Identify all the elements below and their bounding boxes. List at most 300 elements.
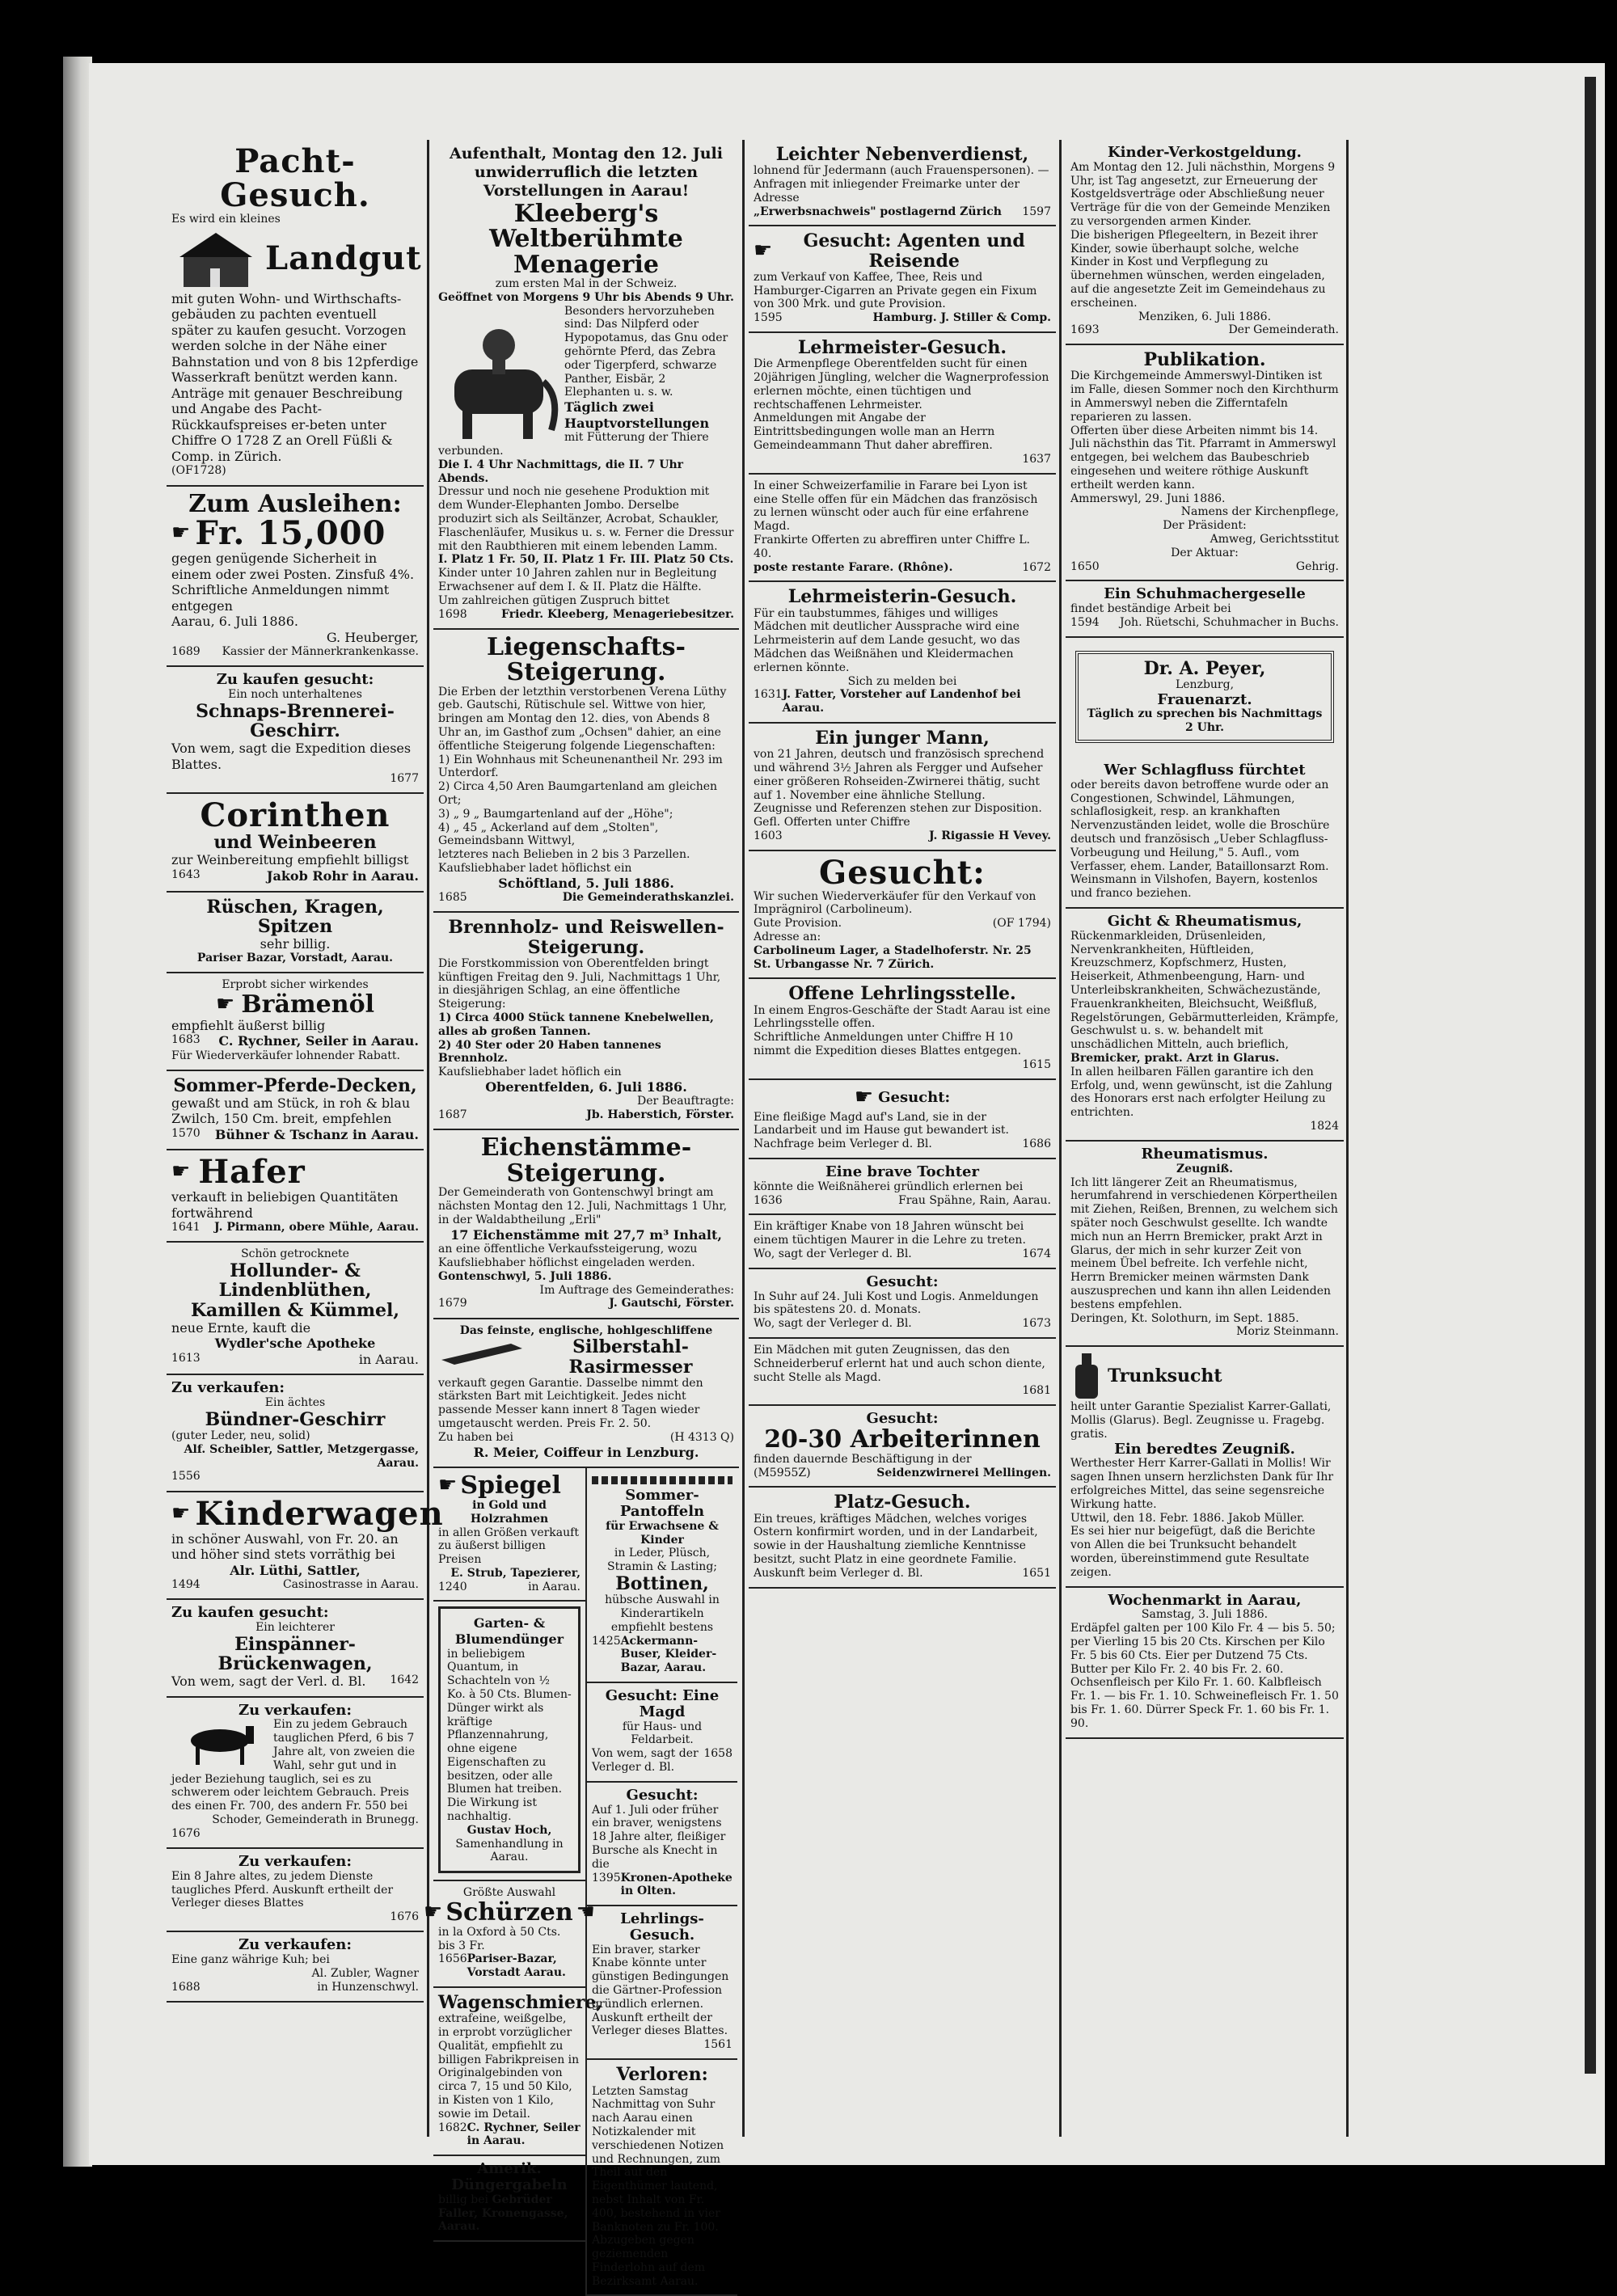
- ad-signature: Alr. Lüthi, Sattler,: [230, 1562, 361, 1578]
- ad-lehrlingsstelle: [749, 979, 1056, 1079]
- bottle-illustration-icon: [1070, 1352, 1103, 1400]
- ad-signature: Jakob Rohr in Aarau.: [266, 868, 419, 884]
- ad-number: 1698: [438, 607, 467, 621]
- ad-signature: Seidenzwirnerei Mellingen.: [876, 1466, 1051, 1479]
- ad-gicht: [1066, 909, 1344, 1142]
- ad-body-2: Kaufsliebhaber ladet höflich ein: [438, 1066, 622, 1079]
- ad-location: in Aarau.: [358, 1351, 419, 1367]
- ad-headline: Schnaps-Brennerei-Geschirr.: [196, 700, 395, 741]
- ad-schuhmacher: [1066, 581, 1344, 637]
- list-item: 3) „ 9 „ Baumgartenland auf der „Höhe";: [438, 807, 673, 821]
- ad-signature: J. Gautschi, Förster.: [609, 1297, 734, 1310]
- ad-place: Menziken, 6. Juli 1886.: [1138, 310, 1272, 323]
- ad-signature: Wydler'sche Apotheke: [214, 1336, 376, 1352]
- ad-body: heilt unter Garantie Spezialist Karrer-Gallati, Mollis (Glarus). Begl. Zeugnisse u. Fragebg. gratis.: [1070, 1400, 1332, 1441]
- ad-number: 1494: [171, 1578, 201, 1592]
- ad-location: in Hunzenschwyl.: [317, 1980, 419, 1994]
- ad-headline: Gicht & Rheumatismus,: [1107, 913, 1302, 931]
- ad-signature: Pariser-Bazar, Vorstadt Aarau.: [467, 1952, 566, 1980]
- ad-availability: Zu haben bei: [438, 1430, 513, 1444]
- ad-headline: Liegenschafts-Steigerung.: [487, 632, 686, 687]
- ad-body: billig bei: [438, 2193, 489, 2206]
- ad-location: in Aarau.: [528, 1580, 581, 1593]
- ad-signature: Joh. Rüetschi, Schuhmacher in Buchs.: [1120, 615, 1339, 629]
- ad-headline: Wochenmarkt in Aarau,: [1108, 1591, 1302, 1609]
- ad-number: 1556: [171, 1470, 201, 1484]
- ad-title: Zu verkaufen:: [238, 1701, 353, 1719]
- ad-title: Zu verkaufen:: [238, 1936, 353, 1954]
- ad-body: gewaßt und am Stück, in roh & blau Zwilch, 150 Cm. breit, empfehlen: [171, 1095, 411, 1127]
- ad-signature: Gehrig.: [1295, 559, 1339, 573]
- ad-number: 1674: [1022, 1247, 1051, 1261]
- column-rule: [1059, 140, 1062, 2137]
- ad-body: für Haus- und Feldarbeit.: [622, 1720, 703, 1747]
- ad-body: Ich litt längerer Zeit an Rheumatismus, herumfahrend in verschiedenen Körpertheilen mit Ziehen, Reißen, Brennen, zu welchem sich später noch Geschwulst gesellte. Ich wandte mich nun an Herrn Bremicker, prakt Arzt in Glarus, der mich in sehr kurzer Zeit von meinem Übel befreite. Ich verfehle nicht, Herrn Bremicker meinen wärmsten Dank auszusprechen und kann ihn allen Leidenden bestens empfehlen.: [1070, 1175, 1338, 1311]
- ad-body-2: Frankirte Offerten zu abreffiren unter Chiffre L. 40.: [754, 533, 1030, 560]
- ad-body: verkauft in beliebigen Quantitäten fortwährend: [171, 1189, 399, 1221]
- ad-duenger: [433, 1602, 585, 1881]
- ad-body: Erdäpfel galten per 100 Kilo Fr. 4 — bis 5. 50; per Vierling 15 bis 20 Cts. Kirschen per Kilo Fr. 5 bis 60 Cts. Eier per Dutzend 75 Cts. Butter per Kilo Fr. 2. 40 bis Fr. 2. 60. Ochsenfleisch per Kilo Fr. 1. 60. Kalbfleisch Fr. 1. — bis Fr. 1. 10. Schweinefleisch Fr. 1. 50 bis Fr. 1. 60. Dürrer Speck Fr. 1. 60 bis Fr. 1. 90.: [1070, 1622, 1339, 1730]
- ad-signature: Schoder, Gemeinderath in Brunegg.: [212, 1813, 419, 1827]
- ad-number: (H 4313 Q): [669, 1430, 734, 1444]
- list-item: 2) Circa 4,50 Aren Baumgartenland am gleichen Ort;: [438, 780, 718, 808]
- ad-signature: R. Meier, Coiffeur in Lenzburg.: [473, 1444, 699, 1460]
- ad-count: 17 Eichenstämme mit 27,7 m³ Inhalt,: [450, 1226, 722, 1243]
- ad-headline: Hafer: [198, 1153, 306, 1192]
- ad-menagerie: [433, 140, 739, 630]
- ad-body-2: Abzugeben gegen geziemenden Finderlohn auf dem Bezirksamt Aarau.: [592, 2234, 706, 2288]
- ad-body-2: Anmeldungen mit Angabe der Eintrittsbedingungen wolle man an Herrn Gemeindeammann Thut daher abreffiren.: [754, 412, 995, 452]
- ad-knabe: [749, 1215, 1056, 1268]
- ad-headline: Eine brave Tochter: [825, 1163, 979, 1181]
- ad-intro: Aufenthalt, Montag den 12. Juli unwiderruflich die letzten Vorstellungen in Aarau!: [450, 145, 723, 200]
- ad-signature: J. Pirmann, obere Mühle, Aarau.: [214, 1221, 419, 1235]
- ad-headline: Sommer-Pferde-Decken,: [173, 1074, 417, 1096]
- ad-signature: Ackermann-Buser, Kleider-Bazar, Aarau.: [620, 1634, 717, 1675]
- ad-signature-label: Im Auftrage des Gemeinderathes:: [539, 1283, 734, 1297]
- ad-headline: Schürzen: [445, 1898, 573, 1927]
- ad-title: Zu kaufen gesucht:: [216, 671, 374, 689]
- ad-number: 1682: [438, 2121, 467, 2134]
- ad-headline: Kinderwagen: [195, 1494, 444, 1533]
- ad-headline: Hollunder- & Lindenblüthen, Kamillen & Kümmel,: [190, 1260, 400, 1321]
- list-item: 1) Ein Wohnhaus mit Scheunenantheil Nr. 293 im Unterdorf.: [438, 753, 723, 780]
- ad-body-2: letzteres nach Belieben in 2 bis 3 Parzellen. Kaufsliebhaber ladet höflichst ein: [438, 848, 690, 876]
- ad-buendner: [167, 1375, 424, 1492]
- ad-place: Oberentfelden, 6. Juli 1886.: [485, 1078, 687, 1095]
- horse-illustration-icon: [171, 1718, 268, 1766]
- ad-number: 1631: [754, 688, 783, 702]
- ad-prices: I. Platz 1 Fr. 50, II. Platz 1 Fr. III. Platz 50 Cts.: [438, 553, 734, 567]
- ad-headline: Gesucht:: [866, 1410, 939, 1428]
- ad-signature-2: Amweg, Gerichtsstitut: [1210, 532, 1339, 546]
- ad-headline: Amerik. Düngergabeln: [451, 2160, 568, 2193]
- column-4: [1066, 140, 1344, 2137]
- ad-number: 1594: [1070, 615, 1100, 629]
- ad-headline: Sommer-Pantoffeln: [619, 1487, 705, 1520]
- ad-number: 1673: [1022, 1317, 1051, 1331]
- ornament-border: [592, 1476, 733, 1484]
- ad-headline: Corinthen: [200, 796, 391, 835]
- ad-subtitle: Es wird ein kleines: [171, 213, 281, 226]
- ad-bremenol: [167, 973, 424, 1070]
- ad-signature: Gebrüder Faller, Kronengasse, Aarau.: [438, 2193, 568, 2234]
- pointing-hand-icon: ☛: [424, 1900, 443, 1925]
- ad-number: 1603: [754, 829, 783, 842]
- binding-edge: [1585, 77, 1596, 2074]
- ad-body: Letzten Samstag Nachmittag von Suhr nach Aarau einen Notizkalender mit verschiedenen Notizen und Rechnungen, zum Theil auf den Eigenthümer lautend, nebst Inhalt von Fr. 400, bestehend in vier Banknoten zu Fr. 100.: [592, 2084, 724, 2234]
- ad-brennholz: [433, 913, 739, 1130]
- ad-familie: [749, 475, 1056, 583]
- ad-arbeiterinnen: [749, 1406, 1056, 1488]
- ad-body: in schöner Auswahl, von Fr. 20. an und höher sind stets vorräthig bei: [171, 1530, 399, 1563]
- ad-number: 1689: [171, 645, 201, 659]
- ad-signature: Gustav Hoch,: [467, 1823, 552, 1837]
- ad-body: Ein treues, kräftiges Mädchen, welches voriges Ostern konfirmirt worden, und in der Landarbeit, sowie in der Haushaltung ziemliche Kenntnisse besitzt, sucht Platz in eine geordnete Familie.: [754, 1512, 1038, 1566]
- ad-location: Samenhandlung in Aarau.: [455, 1837, 564, 1864]
- ad-number: 1656: [438, 1952, 467, 1966]
- newspaper-page: [89, 63, 1605, 2288]
- ad-body: (guter Leder, neu, solid): [171, 1429, 310, 1443]
- ad-headline: Brennholz- und Reiswellen-Steigerung.: [448, 917, 724, 958]
- book-spine: [63, 57, 92, 2167]
- ad-location: Lenzburg,: [1175, 677, 1235, 691]
- ad-body: könnte die Weißnäherei gründlich erlernen bei: [754, 1180, 1024, 1193]
- ad-kids: Kinder unter 10 Jahren zahlen nur in Begleitung Erwachsener auf dem I. & II. Platz die Hälfte.: [438, 567, 717, 593]
- ad-location: Casinostrasse in Aarau.: [282, 1578, 419, 1592]
- ad-number: 1561: [703, 2038, 733, 2052]
- ad-headline-2: Bottinen,: [615, 1572, 709, 1594]
- ad-body: Besonders hervorzuheben sind: Das Nilpferd oder Hypopotamus, das Gnu oder gehörnte Pferd, das Zebra oder Tigerpferd, schwarze Panther, Eisbär, 2 Elephanten u. s. w.: [564, 304, 728, 399]
- ad-verloren: [587, 2060, 737, 2296]
- column-rule: [427, 140, 429, 2137]
- column-rule: [742, 140, 745, 2137]
- ad-number: 1686: [1022, 1137, 1051, 1151]
- ad-body: neue Ernte, kauft die: [171, 1319, 311, 1336]
- ad-headline: Ein junger Mann,: [815, 727, 990, 749]
- ad-headline: Offene Lehrlingsstelle.: [788, 983, 1016, 1005]
- ad-signature: poste restante Farare. (Rhône).: [754, 560, 953, 574]
- ad-subtitle: Ein ächtes: [264, 1396, 326, 1410]
- ad-headline: Gesucht:: [866, 1273, 939, 1290]
- list-item: 1) Circa 4000 Stück tannene Knebelwellen, alles ab großen Tannen.: [438, 1011, 714, 1038]
- razor-illustration-icon: [438, 1337, 527, 1370]
- ad-headline: Wagenschmiere,: [438, 1991, 603, 2013]
- ad-signature: Jb. Haberstich, Förster.: [586, 1108, 734, 1122]
- ad-date: Samstag, 3. Juli 1886.: [1141, 1608, 1269, 1622]
- ad-headline: Rheumatismus.: [1141, 1146, 1269, 1163]
- ad-subtitle: Ein leichterer: [255, 1620, 335, 1634]
- ad-signature: Alf. Scheibler, Sattler, Metzgergasse, Aarau.: [184, 1442, 419, 1470]
- ad-peyer: [1066, 638, 1344, 758]
- column-1: [167, 140, 444, 2137]
- ad-hafer: [167, 1150, 424, 1243]
- column-3: [749, 140, 1056, 2137]
- ad-place: Ammerswyl, 29. Juni 1886.: [1070, 492, 1226, 505]
- ad-place: Uttwil, den 18. Febr. 1886. Jakob Müller.: [1070, 1511, 1305, 1525]
- ad-pferdedecken: [167, 1071, 424, 1151]
- ad-subtitle: Von wem, sagt der Verleger d. Bl.: [592, 1747, 699, 1774]
- ad-intro: Größte Auswahl: [462, 1886, 556, 1900]
- house-illustration-icon: [171, 226, 260, 291]
- ad-number: 1395: [592, 1871, 621, 1884]
- ad-body: findet beständige Arbeit bei: [1070, 602, 1231, 616]
- ad-headline: Eichenstämme-Steigerung.: [480, 1133, 692, 1188]
- ad-place: Schöftland, 5. Juli 1886.: [498, 875, 674, 891]
- ad-body-2: Anträge mit genauer Beschreibung und Angabe des Pacht- Rückkaufspreises er-beten unter Chiffre O 1728 Z an Orell Füßli & Comp. in Zürich.: [171, 385, 403, 464]
- ad-body-2: Wo, sagt der Verleger d. Bl.: [754, 1317, 912, 1331]
- ad-number: 1642: [390, 1673, 419, 1687]
- ad-title: Pacht-Gesuch.: [220, 142, 370, 214]
- ad-body-2: Dressur und noch nie gesehene Produktion mit dem Wunder-Elephanten Jombo. Derselbe produzirt sich als Seiltänzer, Acrobat, Schaukler, Flaschenläufer, Musikus u. s. w. Ferner die Dressur mit den Raubthieren mit einem lebenden Lamm.: [438, 485, 734, 553]
- ad-body: Rückenmarkleiden, Drüsenleiden, Nervenkrankheiten, Hüftleiden, Kreuzschmerz, Kopfschmerz, Husten, Heiserkeit, Athmenbeengung, Harn- und Unterleibskrankheiten, Schwächezustände, Frauenkrankheiten, Bleichsucht, Weißfluß, Regelstörungen, Gebärmutterleiden, Krämpfe, Geschwulst u. s. w. behandelt mit unschädlichen Mitteln, auch brieflich,: [1070, 929, 1339, 1052]
- ad-wiederverkaeufer: [749, 851, 1056, 980]
- ad-body: In einer Schweizerfamilie in Farare bei Lyon ist eine Stelle offen für ein Mädchen das französisch zu lernen wünscht oder auch für eine erfahrene Magd.: [754, 479, 1038, 534]
- ad-number: 1636: [754, 1193, 783, 1207]
- ad-body: Die Armenpflege Oberentfelden sucht für einen 20jährigen Jüngling, welcher die Wagnerprofession erlernen möchte, einen tüchtigen und rechtschaffenen Lehrmeister.: [754, 357, 1049, 412]
- ad-signature: Bremicker, prakt. Arzt in Glarus.: [1070, 1052, 1280, 1065]
- ad-hours: Täglich zu sprechen bis Nachmittags 2 Uhr.: [1087, 707, 1323, 735]
- ad-headline-2: 20-30 Arbeiterinnen: [764, 1425, 1041, 1454]
- ad-rasirmesser: [433, 1319, 739, 1469]
- ad-body: lohnend für Jedermann (auch Frauenspersonen). — Anfragen mit inliegender Freimarke unter der Adresse: [754, 164, 1049, 205]
- ad-headline: Garten- & Blumendünger: [454, 1615, 564, 1647]
- ad-signature: Pariser Bazar, Vorstadt, Aarau.: [196, 952, 394, 965]
- ad-amount: Fr. 15,000: [195, 514, 386, 553]
- ad-times: Die I. 4 Uhr Nachmittags, die II. 7 Uhr Abends.: [438, 458, 684, 485]
- ad-number: 1658: [703, 1747, 733, 1761]
- ad-subtitle: sehr billig.: [260, 935, 331, 952]
- column-2: [424, 140, 739, 2288]
- ad-signature: Der Gemeinderath.: [1228, 323, 1339, 337]
- ad-signature: Moriz Steinmann.: [1236, 1325, 1339, 1339]
- ad-headline: Rüschen, Kragen, Spitzen: [206, 896, 384, 937]
- ad-body-2: Die bisherigen Pflegeeltern, in Bezeit ihrer Kinder, sowie überhaupt solche, welche Kinder in Kost und Verpflegung zu übernehmen wünschen, werden eingeladen, auf die angesetzte Zeit im Gemeindehaus zu erscheinen.: [1070, 228, 1326, 310]
- ad-body-2: an eine öffentliche Verkaufssteigerung, wozu Kaufsliebhaber höflichst eingeladen werden.: [438, 1243, 698, 1270]
- ad-body: Ein braver, starker Knabe könnte unter günstigen Bedingungen die Gärtner-Profession gründlich erlernen. Auskunft ertheilt der Verleger dieses Blattes.: [592, 1943, 729, 2038]
- ad-body-2: hübsche Auswahl in Kinderartikeln empfiehlt bestens: [605, 1593, 720, 1634]
- ad-body-2: Offerten über diese Arbeiten nimmt bis 14. Juli nächsthin das Tit. Pfarramt in Ammerswyl entgegen, bei welchem das Baubeschrieb eingesehen und weitere röthige Auskunft ertheilt werden kann.: [1070, 424, 1336, 492]
- ad-body: in la Oxford à 50 Cts. bis 3 Fr.: [438, 1925, 561, 1952]
- ad-number: (OF1728): [171, 464, 226, 478]
- pointing-hand-icon: ☛: [216, 992, 235, 1016]
- pointing-hand-icon: ☛: [171, 521, 191, 546]
- ad-body-2: Nachfrage beim Verleger d. Bl.: [754, 1137, 932, 1151]
- ad-headline: Gesucht:: [626, 1786, 699, 1804]
- ad-body: Die Kirchgemeinde Ammerswyl-Dintiken ist im Falle, diesen Sommer noch den Kirchthurm in Ammerswyl neben die Zifferntafeln reparieren zu lassen.: [1070, 369, 1339, 424]
- ad-number: 1681: [1022, 1384, 1051, 1398]
- ad-headline: Silberstahl-Rasirmesser: [568, 1336, 693, 1378]
- ad-wagenschmiere: [433, 1988, 603, 2156]
- ad-agenten: [749, 226, 1056, 333]
- ad-headline: Landgut: [265, 238, 422, 277]
- ad-body: Wir suchen Wiederverkäufer für den Verkauf von Imprägnirol (Carbolineum).: [754, 889, 1036, 917]
- ad-body-2: Auskunft beim Verleger d. Bl.: [754, 1566, 923, 1580]
- elephant-illustration-icon: [438, 305, 559, 442]
- ad-number: 1676: [390, 1910, 419, 1924]
- ad-number: (OF 1794): [992, 917, 1051, 931]
- ad-headline: Gesucht:: [819, 853, 986, 892]
- ad-body-2: Schriftliche Anmeldungen unter Chiffre H 10 nimmt die Expedition dieses Blattes entgegen.: [754, 1031, 1022, 1058]
- ad-number: 1685: [438, 891, 467, 905]
- ad-headline: Gesucht: Eine Magd: [605, 1686, 720, 1720]
- ad-trunksucht: [1066, 1347, 1344, 1587]
- ad-signature: C. Rychner, Seiler in Aarau.: [467, 2121, 581, 2148]
- ad-headline: Brämenöl: [241, 990, 374, 1019]
- ad-pantoffeln: [587, 1468, 737, 1683]
- ad-body-2: Zeugnisse und Referenzen stehen zur Disposition. Gefl. Offerten unter Chiffre: [754, 802, 1042, 829]
- column-rule: [1346, 140, 1349, 2137]
- ad-title: Zu verkaufen:: [238, 1852, 353, 1870]
- ad-body: Ein kräftiger Knabe von 18 Jahren wünscht bei einem tüchtigen Maurer in die Lehre zu treten.: [754, 1220, 1026, 1247]
- pointing-hand-icon: ☛: [171, 1159, 191, 1184]
- ad-tochter: [749, 1159, 1056, 1215]
- pointing-hand-icon: ☛: [854, 1084, 874, 1109]
- ad-headline: Publikation.: [1143, 349, 1266, 371]
- ad-body-2: Wo, sagt der Verleger d. Bl.: [754, 1247, 912, 1261]
- ad-number: 1425: [592, 1634, 621, 1648]
- ad-body: verkauft gegen Garantie. Dasselbe nimmt den stärksten Bart mit Leichtigkeit. Jedes nicht passende Messer kann innert 8 Tagen wieder umgetauscht werden. Preis Fr. 2. 50.: [438, 1376, 703, 1431]
- ad-headline: Kinder-Verkostgeldung.: [1108, 144, 1302, 161]
- ad-body: mit guten Wohn- und Wirthschafts-gebäuden zu pachten eventuell später zu kaufen gesucht. Vorzogen werden solche in der Nähe einer Bahnstation und von 8 bis 12pferdige Wasserkraft benützt werden kann.: [171, 290, 419, 386]
- ad-signature-label: Namens der Kirchenpflege,: [1180, 505, 1339, 519]
- ad-number: 1570: [171, 1126, 201, 1140]
- ad-signature: Carbolineum Lager, a Stadelhoferstr. Nr. 25 St. Urbangasse Nr. 7 Zürich.: [754, 943, 1032, 971]
- ad-headline: Verloren:: [616, 2064, 708, 2086]
- ad-pferd: [167, 1698, 424, 1849]
- ad-body: in Leder, Plüsch, Stramin & Lasting;: [606, 1547, 717, 1574]
- ad-signature: J. Rigassie H Vevey.: [929, 829, 1051, 842]
- ad-magd-2: [749, 1080, 1056, 1159]
- ad-body: Die Erben der letzthin verstorbenen Verena Lüthy geb. Gautschi, Rütischule sel. Wittwe von hier, bringen am Montag den 12. dies, von Abends 8 Uhr an, im Gasthof zum „Ochsen" dahier, an eine öffentliche Steigerung folgende Liegenschaften:: [438, 685, 727, 753]
- ad-signature-label-3: Der Aktuar:: [1171, 546, 1239, 559]
- ad-pacht: [167, 140, 424, 487]
- ad-signature: E. Strub, Tapezierer,: [450, 1566, 581, 1580]
- ad-number: (M5955Z): [754, 1466, 811, 1479]
- ad-place: Deringen, Kt. Solothurn, im Sept. 1885.: [1070, 1311, 1299, 1325]
- ad-subtitle: Zeugniß.: [1176, 1162, 1234, 1175]
- ad-title: Zu kaufen gesucht:: [171, 1604, 329, 1622]
- ad-headline: Platz-Gesuch.: [834, 1492, 971, 1513]
- ad-body: extrafeine, weißgelbe, in erprobt vorzüglicher Qualität, empfiehlt zu billigen Fabrikpreisen in Originalgebinden von circa 7, 15 und 50 Kilo, in Kisten von 1 Kilo, sowie im Detail.: [438, 2012, 580, 2121]
- ad-note: Für Wiederverkäufer lohnender Rabatt.: [171, 1049, 400, 1062]
- ad-headline: Lehrmeister-Gesuch.: [797, 336, 1007, 358]
- ad-body: Auf 1. Juli oder früher ein braver, wenigstens 18 Jahre alter, fleißiger Bursche als Knecht in die: [592, 1803, 726, 1871]
- ad-body: Eine ganz währige Kuh; bei: [171, 1952, 330, 1966]
- ad-body: Eine fleißige Magd auf's Land, sie in der Landarbeit und im Hause gut bewandert ist.: [754, 1110, 1010, 1137]
- ad-brueckenwagen: [167, 1600, 424, 1697]
- ad-body: Ein zu jedem Gebrauch tauglichen Pferd, 6 bis 7 Jahre alt, von zweien die Wahl, sehr gut und in jeder Beziehung tauglich, sei es zu schwerem oder leichtem Gebrauch. Preis des einen Fr. 700, des andern Fr. 550 bei: [171, 1718, 416, 1813]
- ad-name: Dr. A. Peyer,: [1143, 657, 1266, 679]
- ad-corinthen: [167, 794, 424, 892]
- ad-number: 1676: [171, 1826, 201, 1840]
- ad-headline: Einspänner-Brückenwagen,: [217, 1633, 373, 1674]
- ad-body: Die Forstkommission von Oberentfelden bringt künftigen Freitag den 9. Juli, Nachmittags 1 Uhr, in diesjährigen Schlag, an eine öffentliche Steigerung:: [438, 956, 721, 1011]
- ad-body: in beliebigem Quantum, in Schachteln von ½ Ko. à 50 Cts. Blumen-Dünger wirkt als kräftige Pflanzennahrung, ohne eigene Eigenschaften zu besitzen, oder alle Blumen hat treiben. Die Wirkung ist nachhaltig.: [447, 1647, 572, 1824]
- ad-subtitle: in Gold und Holzrahmen: [470, 1498, 549, 1526]
- ad-ruschen: [167, 893, 424, 974]
- ad-body: oder bereits davon betroffene wurde oder an Congestionen, Schwindel, Lähmungen, schlaflosigkeit, resp. an krankhaften Nervenzuständen leidet, wolle die Broschüre deutsch und französisch „Ueber Schlagfluss-Vorbeugung und Heilung," 5. Aufl., vom Verfasser, ehem. Lander, Bataillonsarzt Rom. Weinsmann in Vilshofen, Bayern, kostenlos und franco beziehen.: [1070, 778, 1330, 901]
- ad-platz: [749, 1488, 1056, 1588]
- ad-place: Gontenschwyl, 5. Juli 1886.: [438, 1269, 612, 1283]
- ad-kinder: [1066, 140, 1344, 345]
- ad-schlagfluss: [1066, 758, 1344, 909]
- ad-headline: Gesucht:: [878, 1088, 951, 1106]
- ad-schnaps: [167, 667, 424, 794]
- ad-schneider: [749, 1339, 1056, 1406]
- ad-body-2: Sich zu melden bei: [847, 674, 957, 688]
- ad-address-label: Adresse an:: [754, 931, 821, 944]
- ad-hours: Geöffnet von Morgens 9 Uhr bis Abends 9 Uhr.: [438, 290, 734, 304]
- ad-signature-label-2: Der Präsident:: [1163, 519, 1247, 533]
- ad-number: 1679: [438, 1297, 467, 1310]
- ad-body: finden dauernde Beschäftigung in der: [754, 1452, 972, 1466]
- ad-headline: Lehrmeisterin-Gesuch.: [787, 586, 1017, 608]
- ad-headline: Wer Schlagfluss fürchtet: [1104, 762, 1306, 779]
- ad-date: Aarau, 6. Juli 1886.: [171, 614, 298, 630]
- list-item: 2) 40 Ster oder 20 Haben tannenes Brennholz.: [438, 1038, 661, 1066]
- ad-number: 1615: [1022, 1057, 1051, 1071]
- ad-signature: Bühner & Tschanz in Aarau.: [214, 1126, 419, 1142]
- ad-hollunder: [167, 1243, 424, 1375]
- ad-signature: J. Fatter, Vorsteher auf Landenhof bei Aarau.: [782, 688, 1021, 715]
- pointing-hand-icon: ☛: [438, 1473, 458, 1498]
- ad-body: In Suhr auf 24. Juli Kost und Logis. Anmeldungen bis spätestens 20. d. Monats.: [754, 1289, 1039, 1317]
- ad-number: 1650: [1070, 559, 1100, 573]
- pointing-hand-icon: ☚: [576, 1900, 595, 1925]
- pointing-hand-icon: ☛: [754, 238, 773, 263]
- ad-signature-2: Kassier der Männerkrankenkasse.: [222, 645, 419, 659]
- ad-signature: Die Gemeinderathskanzlei.: [562, 891, 734, 905]
- ad-body-2: Werthester Herr Karrer-Gallati in Mollis! Wir sagen Ihnen unsern herzlichsten Dank für Ihr erfolgreiches Mittel, das seine segensreiche Wirkung hatte.: [1070, 1457, 1334, 1511]
- ad-lehrmeisterin: [749, 582, 1056, 724]
- ad-body: Ein Mädchen mit guten Zeugnissen, das den Schneiderberuf erlernt hat und auch schon diente, sucht Stelle als Magd.: [754, 1344, 1045, 1384]
- ad-body: Von wem, sagt der Verl. d. Bl.: [171, 1673, 366, 1690]
- ad-headline: Trunksucht: [1108, 1365, 1222, 1387]
- ad-number: 1677: [390, 772, 419, 786]
- ad-daily: Täglich zwei Hauptvorstellungen: [564, 399, 710, 431]
- ad-lehrling: [587, 1906, 737, 2060]
- ad-headline: Ein Schuhmachergeselle: [1104, 585, 1306, 603]
- ad-signature: Kronen-Apotheke in Olten.: [620, 1871, 733, 1898]
- ad-schuerzen: [424, 1881, 595, 1988]
- ad-number: 1597: [1022, 205, 1051, 218]
- ad-number: 1683: [171, 1033, 201, 1047]
- ad-body: gegen genügende Sicherheit in einem oder zwei Posten. Zinsfuß 4%. Schriftliche Anmeldungen nimmt entgegen: [171, 551, 415, 614]
- ad-daily-2: mit Fütterung der Thiere verbunden.: [438, 431, 709, 458]
- ad-pferd-2: [167, 1849, 424, 1932]
- ad-signature: Friedr. Kleeberg, Menageriebesitzer.: [501, 607, 734, 621]
- pointing-hand-icon: ☛: [171, 1500, 191, 1526]
- ad-body: Der Gemeinderath von Gontenschwyl bringt am nächsten Montag den 12. Juli, Nachmittags 1 Uhr, in der Waldabtheilung „Erli": [438, 1186, 728, 1226]
- ad-kost: [749, 1269, 1056, 1339]
- ad-name: Kleeberg's: [513, 199, 659, 228]
- ad-headline-2: Ein beredtes Zeugniß.: [1114, 1440, 1295, 1458]
- ad-number: 1693: [1070, 323, 1100, 337]
- ad-body-3: Es sei hier nur beigefügt, daß die Berichte von Allen die bei Trunksucht behandelt worden, übereinstimmend gute Resultate zeigen.: [1070, 1525, 1315, 1579]
- ad-body: Für ein taubstummes, fähiges und williges Mädchen mit deutlicher Aussprache wird eine Lehrmeisterin auf dem Lande gesucht, wo das Mädchen das Weißnähen und Kleidermachen erlernen könnte.: [754, 606, 1020, 674]
- ad-number: 1240: [438, 1580, 467, 1593]
- ad-signature: Hamburg. J. Stiller & Comp.: [872, 311, 1051, 325]
- ad-number: 1824: [1310, 1119, 1339, 1133]
- ad-ausleihen: [167, 487, 424, 668]
- ad-signature: C. Rychner, Seiler in Aarau.: [218, 1033, 419, 1049]
- ad-headline: Frauenarzt.: [1157, 690, 1252, 708]
- ad-subtitle: für Erwachsene & Kinder: [606, 1519, 719, 1547]
- ad-headline: Spiegel: [460, 1471, 561, 1500]
- ad-body: Von wem, sagt die Expedition dieses Blattes.: [171, 741, 412, 772]
- ad-lehrmeister: [749, 333, 1056, 475]
